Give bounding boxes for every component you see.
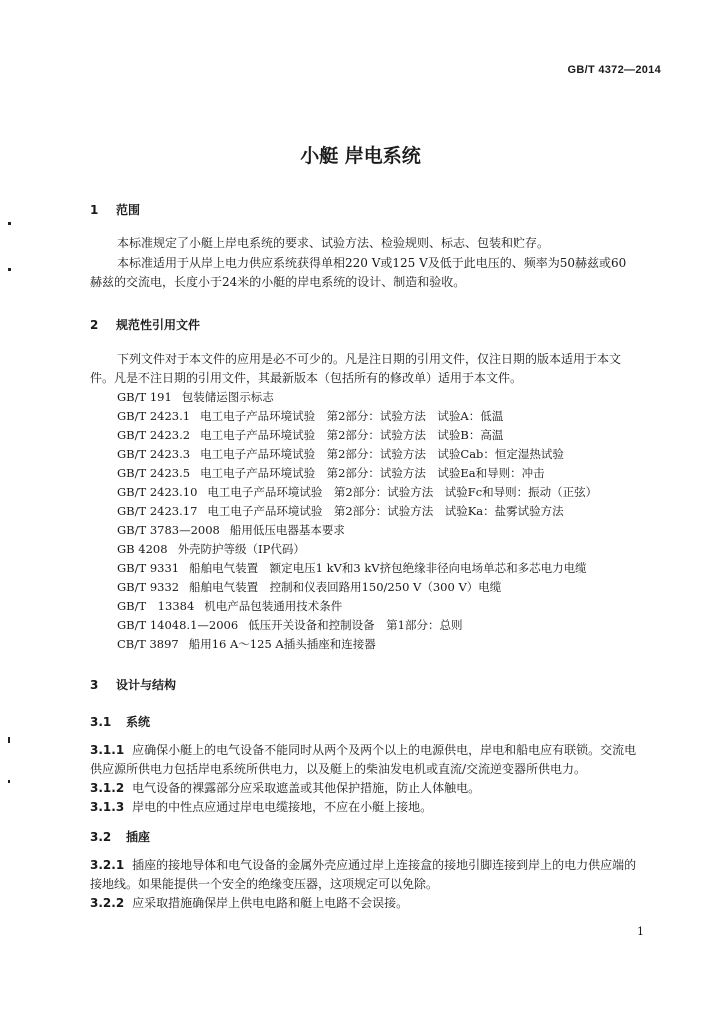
reference-code: GB/T 3783—2008	[117, 523, 220, 537]
clause-3-2-2	[90, 894, 640, 913]
scan-speck	[8, 222, 11, 225]
reference-code: CB/T 3897	[117, 637, 179, 651]
section-1-heading	[90, 201, 140, 218]
reference-title: 机电产品包装通用技术条件	[204, 599, 343, 613]
reference-code: GB/T 2423.1	[117, 409, 191, 423]
scan-speck	[8, 268, 11, 271]
clause-number: 3.1.1	[90, 743, 125, 757]
clause-text: 电气设备的裸露部分应采取遮盖或其他保护措施，防止人体触电。	[132, 781, 481, 795]
reference-title: 电工电子产品环境试验 第2部分：试验方法 试验Cab：恒定湿热试验	[200, 447, 564, 461]
subsection-title: 插座	[126, 830, 151, 844]
clause-3-1-1	[90, 741, 640, 779]
reference-code: GB/T 13384	[117, 599, 195, 613]
clause-number: 3.2.2	[90, 896, 125, 910]
section-title: 规范性引用文件	[116, 318, 201, 332]
reference-item	[117, 636, 376, 652]
reference-item	[117, 617, 463, 633]
section-2-heading	[90, 316, 200, 333]
clause-text: 应采取措施确保岸上供电电路和艇上电路不会误接。	[132, 896, 409, 910]
reference-item	[117, 503, 564, 519]
reference-code: GB/T 2423.5	[117, 466, 191, 480]
reference-item	[117, 560, 587, 576]
reference-item	[117, 522, 345, 538]
document-title: 小艇 岸电系统	[300, 145, 421, 167]
section-3-heading	[90, 676, 176, 693]
subsection-3-1-heading	[90, 713, 150, 730]
clause-number: 3.2.1	[90, 858, 125, 872]
reference-item	[117, 484, 597, 500]
reference-title: 包装储运图示标志	[181, 390, 274, 404]
subsection-number: 3.1	[90, 715, 112, 729]
reference-title: 低压开关设备和控制设备 第1部分：总则	[248, 618, 463, 632]
reference-item	[117, 389, 274, 405]
reference-code: GB/T 9331	[117, 561, 180, 575]
clause-text: 应确保小艇上的电气设备不能同时从两个及两个以上的电源供电，岸电和船电应有联锁。交流电供应源所供电力包括岸电系统所供电力，以及艇上的柴油发电机或直流/交流逆变器所供电力。	[90, 743, 637, 776]
reference-code: GB/T 2423.3	[117, 447, 191, 461]
reference-title: 船用16 A～125 A插头插座和连接器	[188, 637, 376, 651]
reference-title: 船舶电气装置 额定电压1 kV和3 kV挤包绝缘非径向电场单芯和多芯电力电缆	[189, 561, 587, 575]
scope-paragraph-2: 本标准适用于从岸上电力供应系统获得单相220 V或125 V及低于此电压的、频率为50赫兹或60赫兹的交流电，长度小于24米的小艇的岸电系统的设计、制造和验收。	[90, 256, 627, 289]
reference-code: GB/T 2423.17	[117, 504, 198, 518]
section-number: 2	[90, 318, 99, 332]
section-title: 设计与结构	[116, 678, 177, 692]
reference-item	[117, 465, 545, 481]
reference-title: 电工电子产品环境试验 第2部分：试验方法 试验B：高温	[200, 428, 504, 442]
scan-speck	[8, 737, 10, 743]
reference-code: GB/T 2423.2	[117, 428, 191, 442]
reference-title: 电工电子产品环境试验 第2部分：试验方法 试验A：低温	[200, 409, 504, 423]
clause-number: 3.1.2	[90, 781, 125, 795]
subsection-number: 3.2	[90, 830, 112, 844]
reference-title: 电工电子产品环境试验 第2部分：试验方法 试验Ea和导则：冲击	[200, 466, 545, 480]
subsection-title: 系统	[126, 715, 151, 729]
reference-item	[117, 427, 503, 443]
section-number: 3	[90, 678, 99, 692]
scope-paragraph-1: 本标准规定了小艇上岸电系统的要求、试验方法、检验规则、标志、包装和贮存。	[117, 236, 550, 250]
reference-item	[117, 446, 564, 462]
section-number: 1	[90, 203, 99, 217]
clause-3-2-1	[90, 856, 640, 894]
reference-code: GB/T 191	[117, 390, 172, 404]
reference-item	[117, 579, 501, 595]
standard-code: GB/T 4372—2014	[567, 64, 661, 76]
reference-title: 电工电子产品环境试验 第2部分：试验方法 试验Ka：盐雾试验方法	[207, 504, 564, 518]
subsection-3-2-heading	[90, 828, 150, 845]
reference-title: 电工电子产品环境试验 第2部分：试验方法 试验Fc和导则：振动（正弦）	[207, 485, 598, 499]
reference-title: 外壳防护等级（IP代码）	[177, 542, 305, 556]
clause-3-1-3	[90, 798, 640, 817]
reference-code: GB/T 14048.1—2006	[117, 618, 239, 632]
clause-text: 插座的接地导体和电气设备的金属外壳应通过岸上连接盒的接地引脚连接到岸上的电力供应端的接地线。如果能提供一个安全的绝缘变压器，这项规定可以免除。	[90, 858, 637, 891]
reference-code: GB/T 9332	[117, 580, 180, 594]
references-intro: 下列文件对于本文件的应用是必不可少的。凡是注日期的引用文件，仅注日期的版本适用于本文件。凡是不注日期的引用文件，其最新版本（包括所有的修改单）适用于本文件。	[90, 352, 622, 385]
reference-title: 船用低压电器基本要求	[229, 523, 345, 537]
reference-item	[117, 598, 342, 614]
reference-item	[117, 408, 503, 424]
clause-number: 3.1.3	[90, 800, 125, 814]
reference-item	[117, 541, 305, 557]
reference-title: 船舶电气装置 控制和仪表回路用150/250 V（300 V）电缆	[189, 580, 502, 594]
reference-code: GB/T 2423.10	[117, 485, 198, 499]
scan-speck	[8, 780, 10, 783]
clause-text: 岸电的中性点应通过岸电电缆接地，不应在小艇上接地。	[132, 800, 433, 814]
reference-code: GB 4208	[117, 542, 168, 556]
clause-3-1-2	[90, 779, 640, 798]
page-number: 1	[637, 925, 644, 938]
section-title: 范围	[116, 203, 141, 217]
